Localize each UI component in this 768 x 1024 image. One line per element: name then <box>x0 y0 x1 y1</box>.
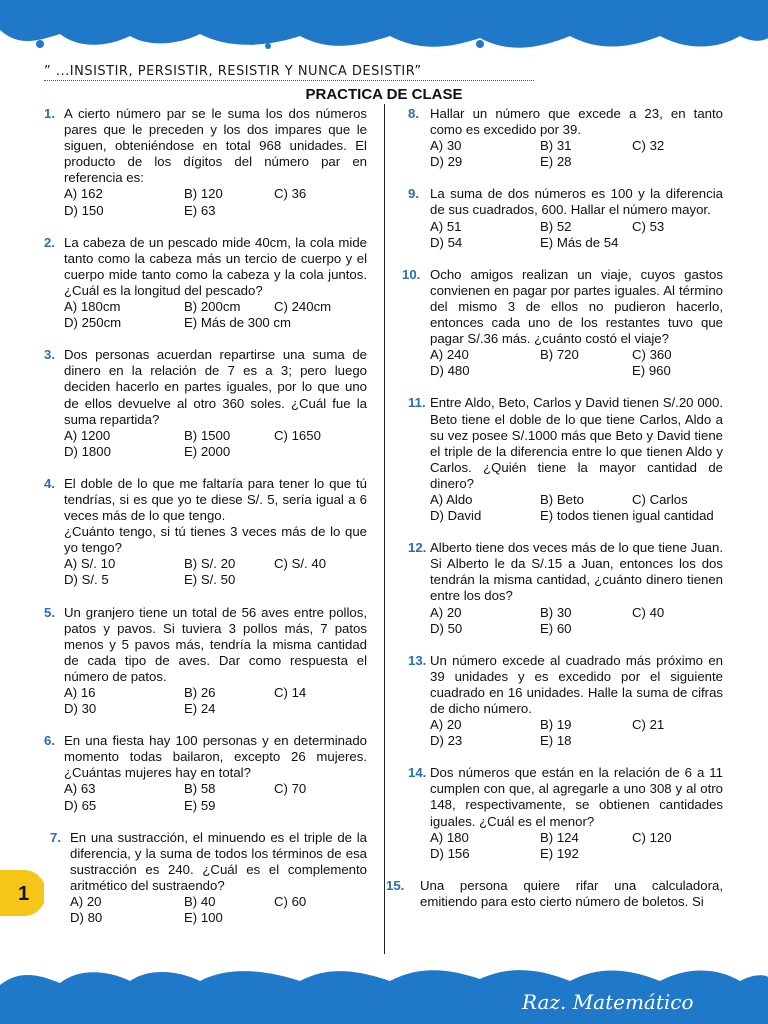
option: E) 59 <box>184 797 216 813</box>
option: B) 31 <box>540 138 572 154</box>
answer-options <box>70 894 367 926</box>
question-text: Un número excede al cuadrado más próximo en 39 unidades y es excedido por el siguiente cuadrado en 16 unidades. Halle la suma de cifras de dicho número. <box>430 652 723 716</box>
option <box>540 363 632 379</box>
question-number: 13. <box>408 652 427 668</box>
option: E) 100 <box>184 910 223 926</box>
page-number-badge <box>0 870 44 916</box>
question-text: Ocho amigos realizan un viaje, cuyos gastos convienen en pagar por partes iguales. Al término del mismo 3 de ellos no pudieron hacerlo, entonces cada uno de los restantes tuvo que pagar S/.36 más. ¿cuánto costó el viaje? <box>430 266 723 347</box>
option: E) 63 <box>184 202 216 218</box>
question-text: Alberto tiene dos veces más de lo que tiene Juan. Si Alberto le da S/.15 a Juan, entonces los dos tendrán la misma cantidad, ¿cuánto dinero tienen entre los dos? <box>430 540 723 604</box>
question-4 <box>44 476 367 589</box>
question-11 <box>408 395 723 524</box>
option: D) 480 <box>430 363 470 379</box>
option: D) 30 <box>64 701 97 717</box>
question-text: Dos números que están en la relación de 6 a 11 cumplen con que, al agregarle a uno 308 y al otro 148, respectivamente, se obtienen cantidades iguales. ¿Cuál es el menor? <box>430 765 723 829</box>
option: A) 51 <box>430 218 462 234</box>
question-text: A cierto número par se le suma los dos números pares que le preceden y los dos impares que le siguen, obteniéndose en total 968 unidades. El producto de los dígitos del número par en referencia es: <box>64 106 367 186</box>
question-13 <box>408 653 723 750</box>
option: B) 30 <box>540 604 572 620</box>
question-text: El doble de lo que me faltaría para tener lo que tú tendrías, si es que yo te diese S/. 5, sería igual a 6 veces más de lo que tengo. <box>64 475 367 524</box>
question-number: 2. <box>44 234 55 250</box>
option: C) 360 <box>632 347 672 363</box>
question-number: 11. <box>408 395 426 411</box>
option: A) 240 <box>430 347 469 363</box>
question-10 <box>402 266 723 380</box>
option: D) 29 <box>430 154 463 170</box>
question-text: Dos personas acuerdan repartirse una suma de dinero en la relación de 7 es a 3; pero luego deciden hacerlo en partes iguales, por lo que uno de ellos devuelve al otro 360 soles. ¿Cuál fue la suma repartida? <box>64 347 367 427</box>
option: E) 24 <box>184 701 216 717</box>
question-text: En una fiesta hay 100 personas y en determinado momento todas bailaron, excepto 26 mujeres. ¿Cuántas mujeres hay en total? <box>64 733 367 781</box>
option: A) Aldo <box>430 491 473 507</box>
option: C) 240cm <box>274 299 332 315</box>
question-9 <box>408 186 723 250</box>
column-divider <box>384 104 385 954</box>
question-15 <box>386 878 723 910</box>
option: A) 180cm <box>64 299 121 315</box>
option: E) 960 <box>632 363 671 379</box>
option: D) 54 <box>430 234 463 250</box>
answer-options <box>430 219 723 251</box>
option: C) Carlos <box>632 491 688 507</box>
option: B) 124 <box>540 829 579 845</box>
question-text: Entre Aldo, Beto, Carlos y David tienen S/.20 000. Beto tiene el doble de lo que tiene Carlos, Aldo a su vez posee S/.1000 más que Beto y David tiene el triple de la diferencia entre lo que tienen Aldo y Carlos. ¿Quién tiene la mayor cantidad de dinero? <box>430 395 723 491</box>
question-number: 6. <box>44 733 55 749</box>
option: B) Beto <box>540 491 584 507</box>
option: A) 20 <box>430 717 462 733</box>
question-3 <box>44 347 367 460</box>
option: A) 162 <box>64 186 103 202</box>
question-text: Una persona quiere rifar una calculadora, emitiendo para esto cierto número de boletos. Si <box>420 877 723 909</box>
option: A) 63 <box>64 781 96 797</box>
question-number: 14. <box>408 765 427 781</box>
option: C) 1650 <box>274 427 321 443</box>
question-number: 8. <box>408 106 419 121</box>
answer-options <box>430 138 723 170</box>
question-8 <box>408 106 723 170</box>
question-number: 10. <box>402 266 421 282</box>
question-number: 12. <box>408 540 427 556</box>
question-number: 4. <box>44 475 55 491</box>
question-2 <box>44 235 367 332</box>
motto-underline <box>44 80 534 81</box>
answer-options <box>430 492 723 524</box>
question-7 <box>44 830 367 927</box>
option: D) 80 <box>70 910 103 926</box>
question-text-continued: ¿Cuánto tengo, si tú tienes 3 veces más de lo que yo tengo? <box>64 524 367 556</box>
footer-subject: Raz. Matemático <box>522 990 694 1014</box>
answer-options <box>430 605 723 637</box>
option: B) 19 <box>540 717 572 733</box>
motto: ” ...INSISTIR, PERSISTIR, RESISTIR Y NUNCA DESISTIR” <box>44 64 422 79</box>
option: B) 26 <box>184 685 216 700</box>
option: D) David <box>430 508 482 524</box>
option: B) 52 <box>540 218 572 234</box>
answer-options <box>430 830 723 862</box>
option: D) 65 <box>64 797 97 813</box>
option: B) S/. 20 <box>184 556 236 572</box>
question-number: 3. <box>44 347 55 363</box>
option: B) 200cm <box>184 299 241 315</box>
left-column <box>44 106 367 942</box>
option: C) 60 <box>274 894 307 910</box>
option: D) 23 <box>430 733 463 749</box>
option: A) 20 <box>430 604 462 620</box>
option: A) 1200 <box>64 427 111 443</box>
question-number: 7. <box>50 829 61 845</box>
option: A) 180 <box>430 829 469 845</box>
question-text: La suma de dos números es 100 y la diferencia de sus cuadrados, 600. Hallar el número mayor. <box>430 186 723 218</box>
page-title: PRACTICA DE CLASE <box>305 86 463 103</box>
option: C) S/. 40 <box>274 556 327 572</box>
answer-options <box>430 347 723 379</box>
option: E) 2000 <box>184 443 231 459</box>
option: C) 120 <box>632 829 672 845</box>
answer-options <box>64 685 367 717</box>
option: E) S/. 50 <box>184 572 236 588</box>
header-cloud-band <box>0 0 768 60</box>
option: D) 1800 <box>64 443 111 459</box>
option: C) 32 <box>632 138 665 154</box>
option: B) 58 <box>184 781 216 797</box>
answer-options <box>430 717 723 749</box>
question-text: Hallar un número que excede a 23, en tanto como es excedido por 39. <box>430 106 723 138</box>
answer-options <box>64 781 367 813</box>
option: D) 50 <box>430 620 463 636</box>
question-number: 5. <box>44 604 55 620</box>
option: D) 150 <box>64 202 104 218</box>
question-12 <box>408 540 723 637</box>
option: E) 60 <box>540 620 572 636</box>
question-number: 1. <box>44 106 55 121</box>
question-14 <box>408 765 723 862</box>
right-column <box>386 106 723 926</box>
option: C) 21 <box>632 717 665 733</box>
page-number: 1 <box>18 883 30 905</box>
answer-options <box>64 299 367 331</box>
option: E) todos tienen igual cantidad <box>540 508 714 524</box>
option: C) 70 <box>274 781 307 797</box>
option: E) Más de 300 cm <box>184 315 292 331</box>
answer-options <box>64 186 367 218</box>
option: C) 36 <box>274 186 307 202</box>
option: C) 14 <box>274 685 307 700</box>
option: E) 192 <box>540 845 579 861</box>
option: A) 30 <box>430 138 462 154</box>
option: E) Más de 54 <box>540 234 619 250</box>
question-5 <box>44 605 367 718</box>
option: C) 40 <box>632 604 665 620</box>
option: B) 120 <box>184 186 223 202</box>
option: A) S/. 10 <box>64 556 116 572</box>
option: B) 1500 <box>184 427 231 443</box>
question-6 <box>44 733 367 813</box>
option: B) 40 <box>184 894 216 910</box>
option: A) 16 <box>64 685 96 700</box>
option: D) S/. 5 <box>64 572 109 588</box>
question-number: 15. <box>386 877 405 893</box>
question-text: En una sustracción, el minuendo es el triple de la diferencia, y la suma de todos los términos de esa sustracción es 240. ¿Cuál es el complemento aritmético del sustraendo? <box>70 829 367 893</box>
option: A) 20 <box>70 894 102 910</box>
option: B) 720 <box>540 347 579 363</box>
option: D) 156 <box>430 845 470 861</box>
question-1 <box>44 106 367 219</box>
answer-options <box>64 428 367 460</box>
answer-options <box>64 556 367 588</box>
option: E) 18 <box>540 733 572 749</box>
option: E) 28 <box>540 154 572 170</box>
question-number: 9. <box>408 186 419 202</box>
question-text: Un granjero tiene un total de 56 aves entre pollos, patos y pavos. Si tuviera 3 pollos más, 7 patos menos y 5 pavos más, tendría la misma cantidad de cada tipo de aves. Dar como respuesta el número de patos. <box>64 604 367 684</box>
question-text: La cabeza de un pescado mide 40cm, la cola mide tanto como la cabeza más un tercio de cuerpo y el cuerpo mide tanto como la cabeza y la cola juntos. ¿Cuál es la longitud del pescado? <box>64 234 367 298</box>
option: C) 53 <box>632 218 665 234</box>
option: D) 250cm <box>64 315 122 331</box>
